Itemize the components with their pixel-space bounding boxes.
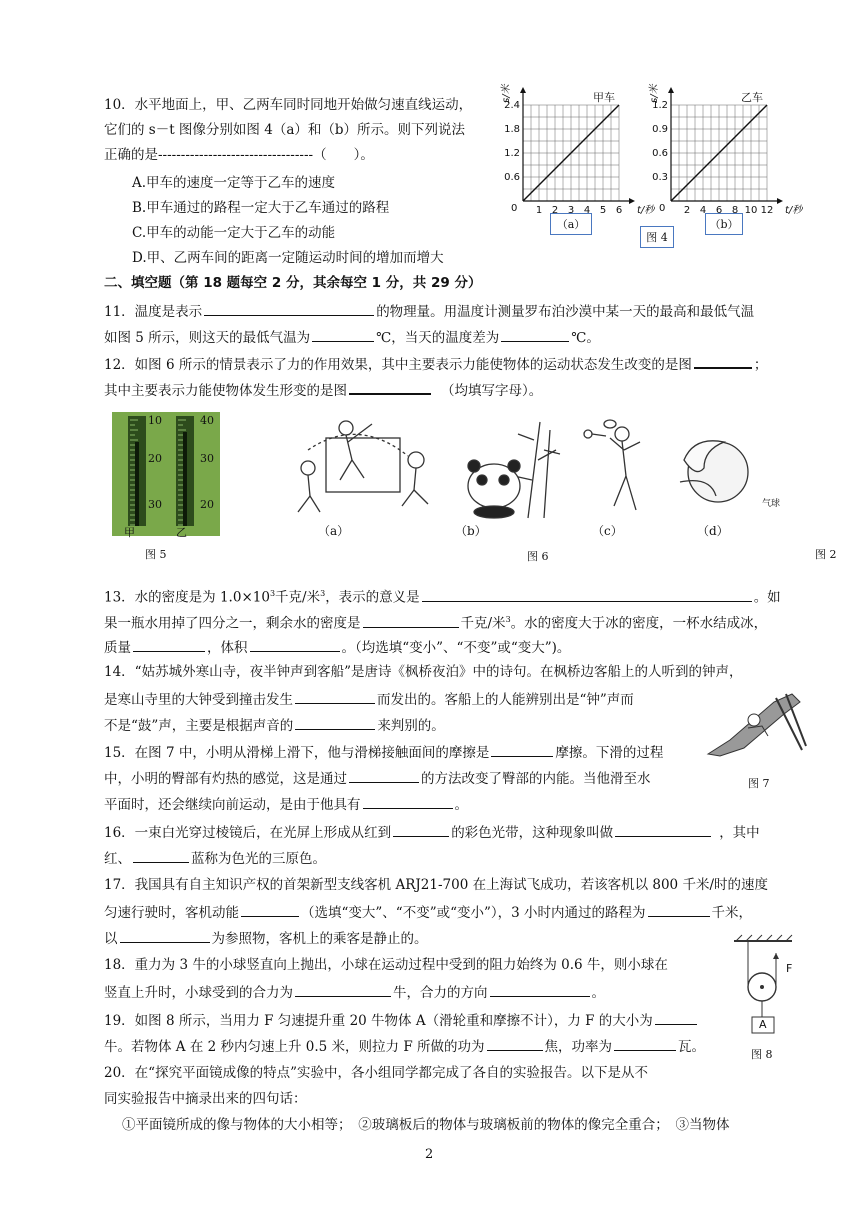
- q10-option-c: C.甲车的动能一定大于乙车的动能: [132, 225, 336, 241]
- fig5-label-yi: 乙: [176, 526, 187, 539]
- chart-a-x-tick: 5: [599, 205, 607, 216]
- chart-a-x-tick: 6: [615, 205, 623, 216]
- figure-8-pulley-icon: [728, 935, 808, 1035]
- chart-b-x-tick: 6: [715, 205, 723, 216]
- y-axis-arrow: [520, 87, 526, 93]
- q17-line-2: 匀速行驶时，客机动能 （选填“变大”、“不变”或“变小”），3 小时内通过的路程为 千米，: [104, 901, 752, 923]
- q13-line-2: 果一瓶水用掉了四分之一，剩余水的密度是 千克/米$^3$。水的密度大于冰的密度，一杯水结成冰，: [104, 610, 767, 634]
- y-axis-arrow: [668, 87, 674, 93]
- fig6-caption-a: （a）: [318, 524, 350, 538]
- x-axis-arrow: [777, 198, 783, 204]
- chart-a-y-tick: 2.4: [504, 100, 520, 111]
- chart-b-y-tick: 0.9: [652, 124, 668, 135]
- q12-line-2: 其中主要表示力能使物体发生形变的是图 （均填写字母）。: [104, 378, 542, 401]
- q14-line-3: 不是“鼓”声，主要是根据声音的 来判别的。: [104, 714, 445, 736]
- figure-6-illustrations: [288, 420, 748, 520]
- chart-b-xlabel: t/秒: [785, 205, 803, 216]
- q10-option-d: D.甲、乙两车间的距离一定随运动时间的增加而增大: [132, 250, 444, 266]
- q13-line-3: 质量 ，体积 。（均选填“变小”、“不变”或“变大”)。: [104, 636, 570, 658]
- q10-line-3: 正确的是----------------------------------（ ）。: [104, 147, 374, 163]
- q10-option-b: B.甲车通过的路程一定大于乙车通过的路程: [132, 200, 390, 216]
- q20-line-2: 同实验报告中摘录出来的四句话：: [104, 1091, 307, 1107]
- chart-b-x-tick: 4: [699, 205, 707, 216]
- q12-line-1: 12．如图 6 所示的情景表示了力的作用效果，其中主要表示力能使物体的运动状态发生改变的是图 ；: [104, 352, 767, 375]
- figure-5-thermometers: [112, 412, 220, 539]
- fig8-force-label: F: [786, 962, 793, 975]
- page-number: 2: [425, 1147, 434, 1162]
- chart-b-y-tick: 0.3: [652, 172, 668, 183]
- fig8-block-label: A: [759, 1018, 767, 1031]
- figure-4-charts: [495, 84, 803, 245]
- q20-line-3: ①平面镜所成的像与物体的大小相等； ②玻璃板后的物体与玻璃板前的物体的像完全重合； ③当物体: [122, 1117, 730, 1133]
- chart-a-title: 甲车: [593, 91, 615, 104]
- fig5-left-scale-30: 30: [148, 498, 162, 511]
- fig6-caption: 图 6: [527, 550, 549, 563]
- chart-a-x-tick: 2: [551, 205, 559, 216]
- q14-line-1: 14．“姑苏城外寒山寺，夜半钟声到客船”是唐诗《枫桥夜泊》中的诗句。在枫桥边客船上的人听到的钟声，: [104, 664, 743, 680]
- chart-a-origin: 0: [511, 203, 518, 214]
- fig7-caption: 图 7: [748, 777, 770, 790]
- chart-a-ylabel: s/米: [501, 84, 512, 103]
- q15-line-1: 15．在图 7 中，小明从滑梯上滑下，他与滑梯接触面间的摩擦是 摩擦。下滑的过程: [104, 741, 663, 763]
- q16-line-2: 红、 蓝称为色光的三原色。: [104, 847, 326, 869]
- fig6-caption-c: （c）: [592, 524, 623, 538]
- fig5-left-scale-20: 20: [148, 452, 162, 465]
- fig8-caption: 图 8: [751, 1048, 773, 1061]
- fig6d-balloon-icon: [680, 441, 748, 502]
- chart-b-x-tick: 10: [744, 205, 758, 216]
- q15-line-3: 平面时，还会继续向前运动，是由于他具有 。: [104, 793, 468, 815]
- q17-line-3: 以 为参照物，客机上的乘客是静止的。: [104, 927, 428, 949]
- q18-line-2: 竖直上升时，小球受到的合力为 牛，合力的方向 。: [104, 981, 605, 1003]
- chart-a-x-tick: 3: [567, 205, 575, 216]
- chart-a-y-tick: 1.8: [504, 124, 520, 135]
- figure-7-slide-icon: [700, 690, 810, 758]
- fig5-caption: 图 5: [145, 548, 167, 561]
- q11-line-2: 如图 5 所示，则这天的最低气温为 ℃，当天的温度差为 ℃。: [104, 326, 600, 348]
- fig6b-panda-icon: [468, 422, 560, 518]
- fig4-label: 图 4: [640, 226, 674, 248]
- q20-line-1: 20．在“探究平面镜成像的特点”实验中，各小组同学都完成了各自的实验报告。以下是从不: [104, 1065, 648, 1081]
- chart-b-y-tick: 1.2: [652, 100, 668, 111]
- fig5-left-scale-10: 10: [148, 414, 162, 427]
- chart-a-xlabel: t/秒: [637, 205, 655, 216]
- fig6-balloon-label: 气球: [762, 499, 781, 509]
- q18-line-1: 18．重力为 3 牛的小球竖直向上抛出，小球在运动过程中受到的阻力始终为 0.6 牛，则小球在: [104, 957, 668, 973]
- q19-line-1: 19．如图 8 所示，当用力 F 匀速提升重 20 牛物体 A（滑轮重和摩擦不计），力 F 的大小为: [104, 1009, 699, 1031]
- fig4b-caption: （b）: [705, 213, 743, 235]
- chart-a-y-tick: 1.2: [504, 148, 520, 159]
- chart-b-origin: 0: [659, 203, 666, 214]
- q11-line-1: 11．温度是表示 的物理量。用温度计测量罗布泊沙漠中某一天的最高和最低气温: [104, 300, 754, 322]
- chart-a-x-tick: 1: [535, 205, 543, 216]
- q16-line-1: 16．一束白光穿过棱镜后，在光屏上形成从红到 的彩色光带，这种现象叫做 ，其中: [104, 821, 760, 843]
- fig5-right-scale-20: 20: [200, 498, 214, 511]
- x-axis-arrow: [629, 198, 635, 204]
- q17-line-1: 17．我国具有自主知识产权的首架新型支线客机 ARJ21-700 在上海试飞成功，若该客机以 800 千米/时的速度: [104, 877, 768, 893]
- fig2-label: 图 2: [815, 548, 837, 561]
- fig6-caption-b: （b）: [455, 524, 487, 538]
- fig6-caption-d: （d）: [697, 524, 729, 538]
- fig5-right-scale-30: 30: [200, 452, 214, 465]
- chart-b-x-tick: 2: [683, 205, 691, 216]
- chart-b-y-tick: 0.6: [652, 148, 668, 159]
- q10-line-1: 10．水平地面上，甲、乙两车同时同地开始做匀速直线运动，: [104, 97, 473, 113]
- fig4a-caption: （a）: [550, 213, 592, 235]
- chart-b-x-tick: 8: [731, 205, 739, 216]
- fig6a-soccer-icon: [298, 421, 428, 512]
- section-2-heading: 二、填空题（第 18 题每空 2 分，其余每空 1 分，共 29 分）: [104, 275, 482, 291]
- q10-option-a: A.甲车的速度一定等于乙车的速度: [132, 175, 336, 191]
- fig6c-tennis-icon: [584, 420, 640, 510]
- fig5-right-scale-40: 40: [200, 414, 214, 427]
- q15-line-2: 中，小明的臀部有灼热的感觉，这是通过 的方法改变了臀部的内能。当他滑至水: [104, 767, 651, 789]
- q14-line-2: 是寒山寺里的大钟受到撞击发生 而发出的。客船上的人能辨别出是“钟”声而: [104, 688, 634, 710]
- chart-b-ylabel: s/米: [649, 84, 660, 103]
- chart-a-y-tick: 0.6: [504, 172, 520, 183]
- q10-line-2: 它们的 s－t 图像分别如图 4（a）和（b）所示。则下列说法: [104, 122, 466, 138]
- fig5-label-jia: 甲: [124, 526, 135, 539]
- chart-b-title: 乙车: [741, 91, 763, 104]
- chart-a-x-tick: 4: [583, 205, 591, 216]
- q13-line-1: 13．水的密度是为 $1.0\times 10^3$千克/米$^3$，表示的意义是 。如: [104, 584, 781, 608]
- chart-b-x-tick: 12: [760, 205, 774, 216]
- q19-line-2: 牛。若物体 A 在 2 秒内匀速上升 0.5 米，则拉力 F 所做的功为 焦，功率为 瓦。: [104, 1035, 705, 1057]
